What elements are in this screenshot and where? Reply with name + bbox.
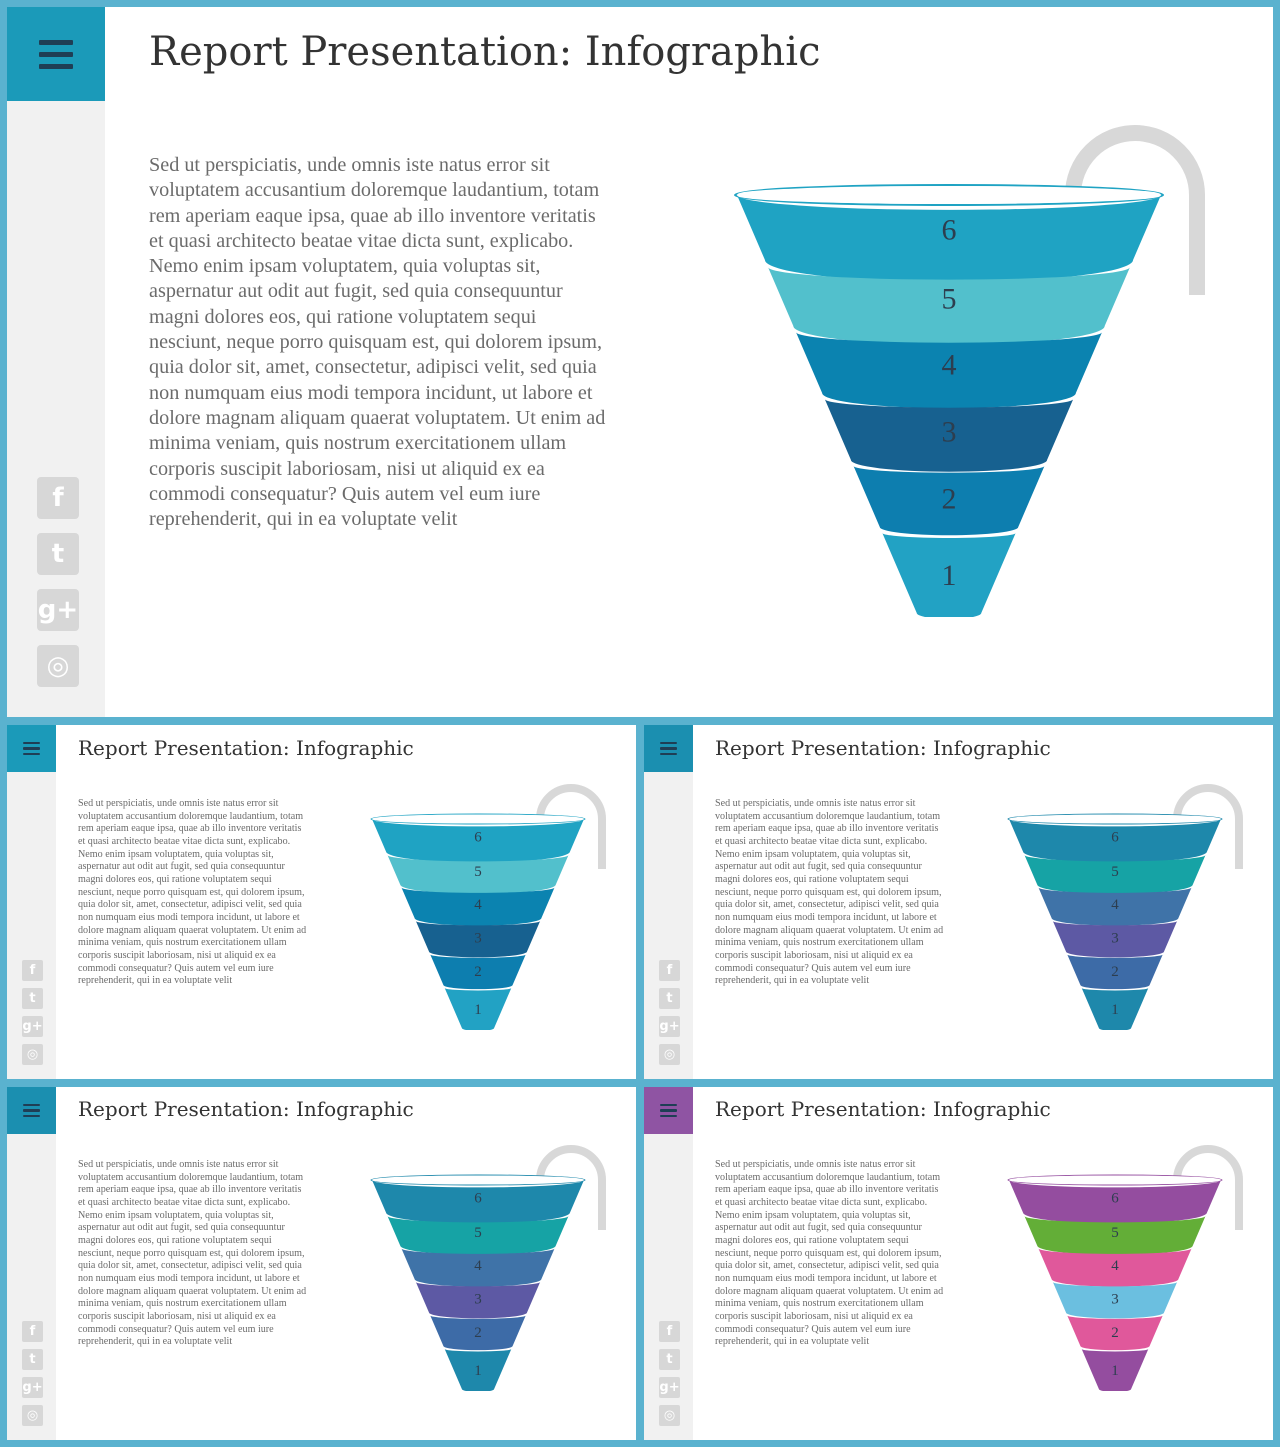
body-text: Sed ut perspiciatis, unde omnis iste natus error sit voluptatem accusantium doloremque laudantium, totam rem aperiam eaque ipsa, quae ab illo inventore veritatis et quasi architecto beatae vitae dicta sunt, explicabo. Nemo enim ipsam voluptatem, quia voluptas sit, aspernatur aut odit aut fugit, sed quia consequuntur magni dolores eos, qui ratione voluptatem sequi nesciunt, neque porro quisquam est, qui dolorem ipsum, quia dolor sit, amet, consectetur, adipisci velit, sed quia non numquam eius modi tempora incidunt, ut labore et dolore magnam aliquam quaerat voluptatem. Ut enim ad minima veniam, quis nostrum exercitationem ullam corporis suscipit laboriosam, nisi ut aliquid ex ea commodi consequatur? Quis autem vel eum iure reprehenderit, qui in ea voluptate velit (715, 798, 944, 987)
funnel-label-6: 6 (941, 213, 957, 247)
social-icons (22, 960, 43, 1065)
funnel-label-6: 6 (474, 829, 482, 846)
twitter-icon[interactable]: t (659, 1349, 680, 1370)
instagram-icon[interactable]: ◎ (22, 1044, 43, 1065)
hamburger-bar (39, 40, 73, 45)
funnel-label-4: 4 (474, 896, 482, 913)
instagram-icon[interactable]: ◎ (659, 1044, 680, 1065)
hamburger-bar (23, 753, 40, 756)
menu-button[interactable] (7, 1087, 56, 1134)
hamburger-bar (23, 747, 40, 750)
menu-button[interactable] (7, 725, 56, 772)
funnel-label-4: 4 (1111, 896, 1119, 913)
funnel-label-2: 2 (1111, 1324, 1119, 1341)
hamburger-bar (660, 753, 677, 756)
google-plus-icon[interactable]: g+ (659, 1377, 680, 1398)
social-icons (22, 1321, 43, 1426)
hamburger-bar (23, 1109, 40, 1112)
hamburger-icon (39, 40, 73, 69)
google-plus-icon[interactable]: g+ (37, 589, 79, 631)
hamburger-bar (39, 52, 73, 57)
funnel-label-1: 1 (941, 559, 957, 592)
funnel-label-3: 3 (1111, 930, 1119, 947)
funnel-chart (1003, 780, 1248, 1030)
hamburger-icon (23, 1104, 40, 1118)
twitter-icon[interactable]: t (659, 988, 680, 1009)
slide-title: Report Presentation: Infographic (78, 1097, 414, 1121)
body-text: Sed ut perspiciatis, unde omnis iste natus error sit voluptatem accusantium doloremque laudantium, totam rem aperiam eaque ipsa, quae ab illo inventore veritatis et quasi architecto beatae vitae dicta sunt, explicabo. Nemo enim ipsam voluptatem, quia voluptas sit, aspernatur aut odit aut fugit, sed quia consequuntur magni dolores eos, qui ratione voluptatem sequi nesciunt, neque porro quisquam est, qui dolorem ipsum, quia dolor sit, amet, consectetur, adipisci velit, sed quia non numquam eius modi tempora incidunt, ut labore et dolore magnam aliquam quaerat voluptatem. Ut enim ad minima veniam, quis nostrum exercitationem ullam corporis suscipit laboriosam, nisi ut aliquid ex ea commodi consequatur? Quis autem vel eum iure reprehenderit, qui in ea voluptate velit (78, 1159, 307, 1348)
facebook-icon[interactable]: f (659, 960, 680, 981)
instagram-icon[interactable]: ◎ (22, 1405, 43, 1426)
funnel-label-6: 6 (1111, 1190, 1119, 1207)
funnel-label-3: 3 (941, 415, 957, 449)
facebook-icon[interactable]: f (37, 477, 79, 519)
funnel-label-4: 4 (1111, 1257, 1119, 1274)
funnel-label-2: 2 (1111, 963, 1119, 980)
hamburger-bar (23, 1104, 40, 1107)
instagram-icon[interactable]: ◎ (37, 645, 79, 687)
funnel-label-1: 1 (474, 1363, 482, 1379)
hamburger-bar (660, 742, 677, 745)
hamburger-bar (23, 1115, 40, 1118)
hamburger-bar (660, 1109, 677, 1112)
menu-button[interactable] (7, 7, 105, 101)
funnel-label-1: 1 (1111, 1002, 1119, 1018)
funnel-label-2: 2 (941, 482, 957, 516)
funnel-label-2: 2 (474, 963, 482, 980)
funnel-label-3: 3 (474, 930, 482, 947)
funnel-label-1: 1 (474, 1002, 482, 1018)
facebook-icon[interactable]: f (22, 960, 43, 981)
hamburger-bar (660, 1104, 677, 1107)
funnel-label-5: 5 (941, 282, 957, 316)
facebook-icon[interactable]: f (22, 1321, 43, 1342)
slide-title: Report Presentation: Infographic (149, 29, 821, 75)
slide-variant-3 (7, 1087, 636, 1440)
slide-title: Report Presentation: Infographic (715, 736, 1051, 760)
hamburger-bar (23, 742, 40, 745)
funnel-label-5: 5 (474, 863, 482, 880)
funnel-chart (725, 117, 1215, 617)
funnel-label-6: 6 (1111, 829, 1119, 846)
hamburger-icon (660, 1104, 677, 1118)
funnel-label-3: 3 (474, 1291, 482, 1308)
slide-main (7, 7, 1273, 717)
hamburger-bar (660, 1115, 677, 1118)
funnel-label-5: 5 (1111, 1224, 1119, 1241)
funnel-chart (366, 1141, 611, 1391)
menu-button[interactable] (644, 1087, 693, 1134)
twitter-icon[interactable]: t (22, 988, 43, 1009)
slide-variant-4 (644, 1087, 1273, 1440)
social-icons (659, 960, 680, 1065)
social-icons (659, 1321, 680, 1426)
hamburger-bar (39, 64, 73, 69)
hamburger-bar (660, 747, 677, 750)
funnel-label-5: 5 (474, 1224, 482, 1241)
slide-title: Report Presentation: Infographic (715, 1097, 1051, 1121)
twitter-icon[interactable]: t (37, 533, 79, 575)
body-text: Sed ut perspiciatis, unde omnis iste natus error sit voluptatem accusantium doloremque laudantium, totam rem aperiam eaque ipsa, quae ab illo inventore veritatis et quasi architecto beatae vitae dicta sunt, explicabo. Nemo enim ipsam voluptatem, quia voluptas sit, aspernatur aut odit aut fugit, sed quia consequuntur magni dolores eos, qui ratione voluptatem sequi nesciunt, neque porro quisquam est, qui dolorem ipsum, quia dolor sit, amet, consectetur, adipisci velit, sed quia non numquam eius modi tempora incidunt, ut labore et dolore magnam aliquam quaerat voluptatem. Ut enim ad minima veniam, quis nostrum exercitationem ullam corporis suscipit laboriosam, nisi ut aliquid ex ea commodi consequatur? Quis autem vel eum iure reprehenderit, qui in ea voluptate velit (78, 798, 307, 987)
slide-title: Report Presentation: Infographic (78, 736, 414, 760)
slide-variant-1 (7, 725, 636, 1079)
body-text: Sed ut perspiciatis, unde omnis iste natus error sit voluptatem accusantium doloremque laudantium, totam rem aperiam eaque ipsa, quae ab illo inventore veritatis et quasi architecto beatae vitae dicta sunt, explicabo. Nemo enim ipsam voluptatem, quia voluptas sit, aspernatur aut odit aut fugit, sed quia consequuntur magni dolores eos, qui ratione voluptatem sequi nesciunt, neque porro quisquam est, qui dolorem ipsum, quia dolor sit, amet, consectetur, adipisci velit, sed quia non numquam eius modi tempora incidunt, ut labore et dolore magnam aliquam quaerat voluptatem. Ut enim ad minima veniam, quis nostrum exercitationem ullam corporis suscipit laboriosam, nisi ut aliquid ex ea commodi consequatur? Quis autem vel eum iure reprehenderit, qui in ea voluptate velit (715, 1159, 944, 1348)
funnel-label-4: 4 (941, 348, 957, 382)
body-text: Sed ut perspiciatis, unde omnis iste natus error sit voluptatem accusantium doloremque laudantium, totam rem aperiam eaque ipsa, quae ab illo inventore veritatis et quasi architecto beatae vitae dicta sunt, explicabo. Nemo enim ipsam voluptatem, quia voluptas sit, aspernatur aut odit aut fugit, sed quia consequuntur magni dolores eos, qui ratione voluptatem sequi nesciunt, neque porro quisquam est, qui dolorem ipsum, quia dolor sit, amet, consectetur, adipisci velit, sed quia non numquam eius modi tempora incidunt, ut labore et dolore magnam aliquam quaerat voluptatem. Ut enim ad minima veniam, quis nostrum exercitationem ullam corporis suscipit laboriosam, nisi ut aliquid ex ea commodi consequatur? Quis autem vel eum iure reprehenderit, qui in ea voluptate velit (149, 154, 606, 531)
google-plus-icon[interactable]: g+ (22, 1016, 43, 1037)
funnel-chart (1003, 1141, 1248, 1391)
twitter-icon[interactable]: t (22, 1349, 43, 1370)
funnel-label-2: 2 (474, 1324, 482, 1341)
slide-variant-2 (644, 725, 1273, 1079)
funnel-label-3: 3 (1111, 1291, 1119, 1308)
google-plus-icon[interactable]: g+ (22, 1377, 43, 1398)
instagram-icon[interactable]: ◎ (659, 1405, 680, 1426)
menu-button[interactable] (644, 725, 693, 772)
hamburger-icon (23, 742, 40, 756)
social-icons (37, 477, 79, 687)
funnel-label-6: 6 (474, 1190, 482, 1207)
facebook-icon[interactable]: f (659, 1321, 680, 1342)
funnel-label-5: 5 (1111, 863, 1119, 880)
google-plus-icon[interactable]: g+ (659, 1016, 680, 1037)
funnel-label-4: 4 (474, 1257, 482, 1274)
hamburger-icon (660, 742, 677, 756)
funnel-label-1: 1 (1111, 1363, 1119, 1379)
funnel-chart (366, 780, 611, 1030)
